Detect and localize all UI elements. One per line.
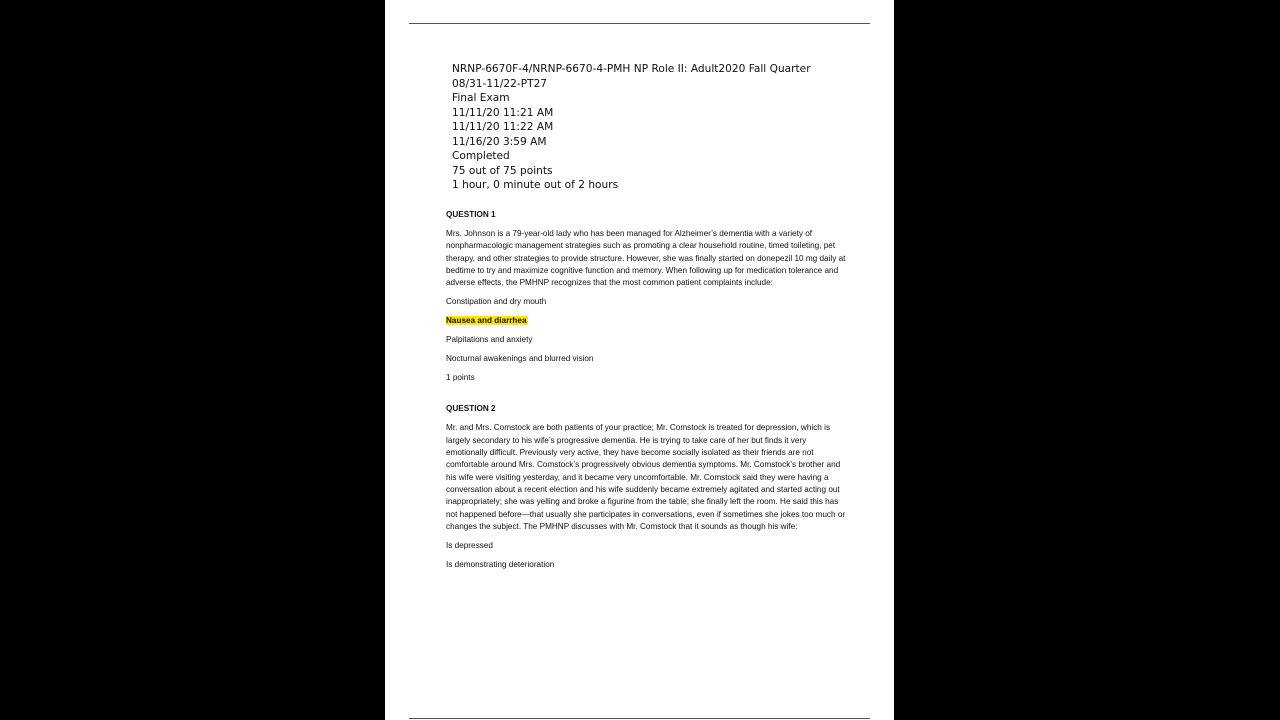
question-1-option-b-selected <box>446 315 848 327</box>
question-1-text: Mrs. Johnson is a 79-year-old lady who has been managed for Alzheimer’s dementia with a variety of nonpharmacologic management strategies such as promoting a clear household routine, timed toileting, pet therapy, and other strategies to provide structure. However, she was finally started on donepezil 10 mg daily at bedtime to try and maximize cognitive function and memory. When following up for medication tolerance and adverse effects, the PMHNP recognizes that the most common patient complaints include: <box>446 229 846 288</box>
due-time: 11/16/20 3:59 AM <box>452 135 547 148</box>
question-1-title: QUESTION 1 <box>446 210 496 219</box>
time-elapsed: 1 hour, 0 minute out of 2 hours <box>452 179 619 191</box>
course-title: NRNP-6670F-4/NRNP-6670-4-PMH NP Role II: Adult2020 Fall Quarter <box>452 63 811 75</box>
question-2-option-b: Is demonstrating deterioration <box>446 560 555 570</box>
bottom-rule <box>409 718 870 719</box>
exam-status: Completed <box>452 150 510 162</box>
exam-score: 75 out of 75 points <box>452 164 553 177</box>
answer-highlight: Nausea and diarrhea <box>446 316 527 326</box>
document-page <box>385 0 894 720</box>
top-rule <box>409 23 870 24</box>
question-1-option-c: Palpitations and anxiety <box>446 335 533 345</box>
submitted-time: 11/11/20 11:22 AM <box>452 121 554 133</box>
question-2-title: QUESTION 2 <box>446 404 496 414</box>
questions-body <box>446 209 848 571</box>
question-2-text: Mr. and Mrs. Comstock are both patients of your practice; Mr. Comstock is treated for depression, which is largely secondary to his wife’s progressive dementia. He is trying to take care of her but finds it very emotionally difficult. Previously very active, they have become socially isolated as their friends are not comfortable around Mrs. Comstock’s progressively obvious dementia symptoms. Mr. Comstock’s brother and his wife were visiting yesterday, and it became very uncomfortable. Mr. Comstock said they were having a conversation about a recent election and his wife suddenly became extremely agitated and started acting out inappropriately; she was yelling and broke a figurine from the table; she finally left the room. He said this has not happened before—that usually she participates in conversations, even if sometimes she jokes too much or changes the subject. The PMHNP discusses with Mr. Comstock that it sounds as though his wife: <box>446 423 846 531</box>
question-1-option-a: Constipation and dry mouth <box>446 297 547 307</box>
question-1-points: 1 points <box>446 373 475 383</box>
course-dates: 08/31-11/22-PT27 <box>452 77 548 90</box>
exam-header <box>452 62 872 193</box>
started-time: 11/11/20 11:21 AM <box>452 106 554 119</box>
question-1-option-d: Nocturnal awakenings and blurred vision <box>446 354 594 364</box>
question-2-option-a: Is depressed <box>446 541 493 551</box>
exam-name: Final Exam <box>452 92 510 104</box>
